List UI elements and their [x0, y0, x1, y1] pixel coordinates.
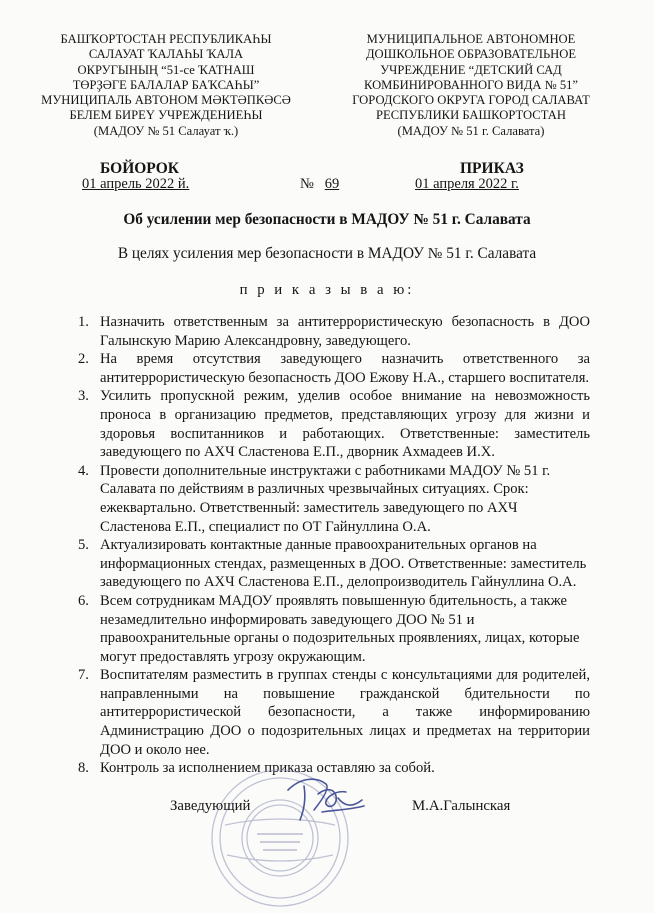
header-line: КОМБИНИРОВАННОГО ВИДА № 51” [363, 77, 579, 92]
date-russian: 01 апреля 2022 г. [415, 176, 519, 192]
item-line: Гайнуллина О.А. [470, 574, 577, 591]
item-line: Салавата по действиям в различных чрезвычайных ситуациях. Срок: [100, 481, 529, 498]
order-subject: Об усилении мер безопасности в МАДОУ № 51 г. Салавата [123, 211, 531, 228]
order-item [78, 313, 590, 350]
date-bashkir: 01 апрель 2022 й. [82, 176, 190, 192]
header-line: ТӨРҘӘГЕ БАЛАЛАР БАҠСАҺЫ” [72, 77, 260, 92]
item-number: 8. [78, 760, 89, 777]
item-line: Всем сотрудникам МАДОУ проявлять повышенную бдительность, а также [100, 592, 567, 609]
item-number: 4. [78, 462, 89, 479]
item-line: незамедлительно информировать заведующего ДОО № 51 и [100, 611, 475, 628]
item-line: Актуализировать контактные данные правоохранительных органов на [100, 537, 537, 554]
signatory-role: Заведующий [170, 798, 251, 814]
order-item [78, 666, 590, 759]
header-line: (МАДОУ № 51 Салауат ҡ.) [93, 123, 239, 138]
item-line: Администрацию ДОО о подозрительных лицах и предметах на территории [100, 723, 590, 740]
handwritten-signature [282, 770, 368, 824]
item-line: которые могут предоставлять угрозу окружающим. [100, 630, 580, 665]
doc-type-russian: ПРИКАЗ [460, 160, 524, 177]
header-line: ДОШКОЛЬНОЕ ОБРАЗОВАТЕЛЬНОЕ [365, 47, 577, 62]
item-line: Усилить пропускной режим, уделив особое внимание на невозможность [100, 388, 590, 405]
order-item [78, 536, 590, 592]
item-line: Галынскую Марию Александровну, заведующего. [100, 332, 411, 349]
header-line: (МАДОУ № 51 г. Салавата) [397, 123, 545, 138]
doc-type-bashkir: БОЙОРОК [100, 160, 179, 177]
item-line: антитеррористической безопасности, а также информированию [100, 704, 590, 721]
order-item [78, 387, 590, 461]
item-number: 5. [78, 537, 89, 554]
item-number: 3. [78, 388, 89, 405]
item-line: Воспитателям разместить в группах стенды с консультациями для [100, 667, 518, 684]
header-line: МУНИЦИПАЛЬНОЕ АВТОНОМНОЕ [366, 32, 576, 46]
number-label: № [300, 176, 314, 192]
item-line: родителей, направленными на повышение гражданской бдительности по [100, 667, 590, 702]
order-word: п р и к а з ы в а ю: [239, 282, 415, 298]
header-left-bashkir [40, 32, 292, 139]
number-value: 69 [324, 176, 340, 192]
header-right-russian [318, 32, 624, 139]
order-item [78, 350, 590, 387]
order-item [78, 592, 590, 666]
item-number: 7. [78, 667, 89, 684]
item-line: Контроль за исполнением приказа оставляю за собой. [100, 760, 435, 777]
item-line: заведующего по АХЧ Сластенова Е.П., дворник Ахмадеев И.Х. [100, 444, 495, 461]
item-number: 2. [78, 351, 89, 368]
order-items [78, 313, 590, 778]
item-line: На время отсутствия заведующего назначить ответственного за [100, 351, 590, 368]
header-line: САЛАУАТ ҠАЛАҺЫ ҠАЛА [88, 47, 244, 62]
header-line: ОКРУГЫНЫҢ “51-се ҠАТНАШ [77, 62, 255, 77]
item-line: Сластенова Е.П., специалист по ОТ Гайнуллина О.А. [100, 518, 431, 535]
item-line: ДОО и около нее. [100, 741, 210, 758]
header-line: БАШҠОРТОСТАН РЕСПУБЛИКАҺЫ [60, 32, 272, 46]
header-line: МУНИЦИПАЛЬ АВТОНОМ МӘКТӘПКӘСӘ [41, 93, 291, 108]
header-line: ГОРОДСКОГО ОКРУГА ГОРОД САЛАВАТ [352, 93, 590, 108]
item-line: ежеквартально. Ответственный: заместитель заведующего по АХЧ [100, 499, 518, 516]
item-line: правоохранительные органы о подозрительных проявлениях, лицах, [100, 630, 526, 647]
item-line: воспитателя. [509, 369, 590, 386]
header-line: УЧРЕЖДЕНИЕ “ДЕТСКИЙ САД [380, 62, 562, 77]
item-line: Провести дополнительные инструктажи с работниками МАДОУ № 51 г. [100, 462, 551, 479]
item-line: здоровья воспитанников и работающих. Ответственные: заместитель [100, 425, 590, 442]
item-line: заместитель заведующего по АХЧ Сластенова Е.П., делопроизводитель [100, 555, 587, 591]
header-line: РЕСПУБЛИКИ БАШКОРТОСТАН [376, 108, 566, 123]
item-line: проноса в организацию предметов, представляющих угрозу для жизни и [100, 406, 590, 423]
item-number: 1. [78, 314, 89, 330]
order-intro: В целях усиления мер безопасности в МАДОУ № 51 г. Салавата [117, 245, 537, 262]
order-item [78, 462, 590, 536]
order-number [300, 176, 339, 193]
signatory-name: М.А.Галынская [412, 798, 511, 814]
header-line: БЕЛЕМ БИРЕҮ УЧРЕЖДЕНИЕҺЫ [69, 108, 263, 123]
item-line: антитеррористическую безопасность ДОО Ежову Н.А., старшего [100, 369, 506, 386]
item-number: 6. [78, 592, 89, 609]
item-line: Назначить ответственным за антитеррористическую безопасность в ДОО [100, 314, 590, 330]
item-line: информационных стендах, размещенных в ДОО. Ответственные: [100, 555, 507, 572]
